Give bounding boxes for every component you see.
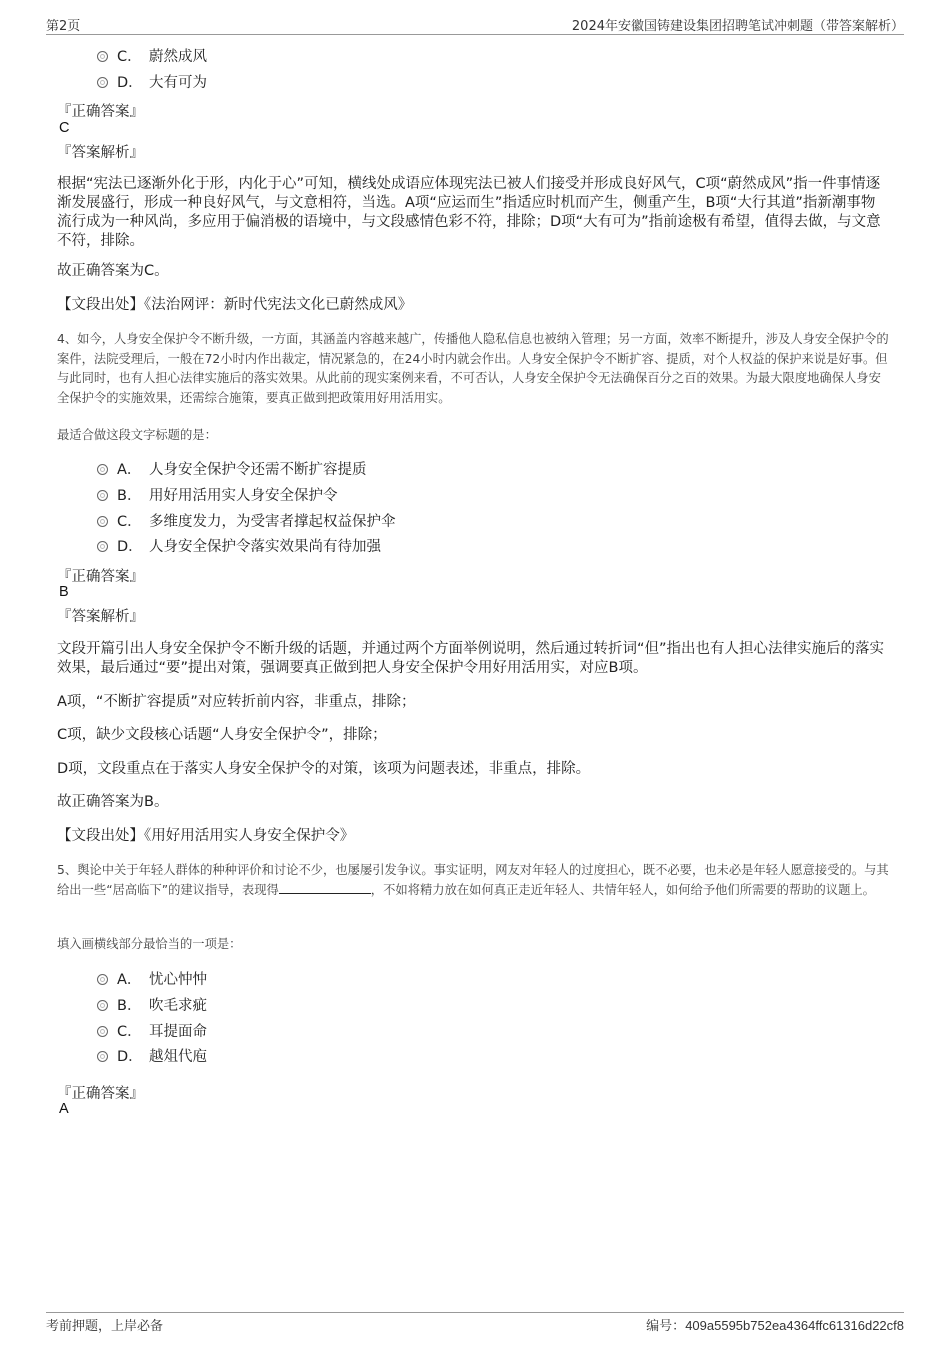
analysis-conclusion: 故正确答案为B。: [57, 794, 169, 810]
question-text: 4、如今，人身安全保护令不断升级，一方面，其涵盖内容越来越广，传播他人隐私信息也被纳入管理；另一方面，效率不断提升，涉及人身安全保护令的案件，法院受理后，一般在72小时内作出裁定，情况紧急的，在24小时内就会作出。人身安全保护令不断扩容、提质，对个人权益的保护来说是好事。但与此同时，也有人担心法律实施后的落实效果。从此前的现实案例来看，不可否认，人身安全保护令无法确保百分之百的效果。为最大限度地确保人身安全保护令的实施效果，还需综合施策，要真正做到把政策用好用活用实。: [57, 332, 889, 405]
option-d[interactable]: D． 大有可为: [97, 72, 207, 94]
option-c[interactable]: C． 蔚然成风: [97, 46, 207, 68]
radio-icon[interactable]: [97, 516, 108, 527]
analysis-item-d: D项，文段重点在于落实人身安全保护令的对策，该项为问题表述，非重点，排除。: [57, 761, 591, 777]
answer-label: 『正确答案』: [57, 569, 144, 585]
page-number: 第2页: [46, 19, 81, 34]
option-a[interactable]: A． 忧心忡忡: [97, 969, 207, 991]
analysis-item-a: A项，“不断扩容提质”对应转折前内容，非重点，排除；: [57, 694, 416, 710]
option-b[interactable]: B． 吹毛求疵: [97, 995, 207, 1017]
correct-answer: B: [59, 584, 69, 600]
option-d[interactable]: D． 越俎代庖: [97, 1046, 207, 1068]
correct-answer: C: [59, 120, 70, 136]
radio-icon[interactable]: [97, 1026, 108, 1037]
radio-icon[interactable]: [97, 1000, 108, 1011]
radio-icon[interactable]: [97, 490, 108, 501]
radio-icon[interactable]: [97, 974, 108, 985]
question-prompt: 填入画横线部分最恰当的一项是：: [57, 937, 242, 951]
analysis-conclusion: 故正确答案为C。: [57, 263, 169, 279]
source-citation: 【文段出处】《用好用活用实人身安全保护令》: [57, 828, 355, 844]
radio-icon[interactable]: [97, 464, 108, 475]
document-title: 2024年安徽国铸建设集团招聘笔试冲刺题（带答案解析）: [571, 19, 904, 34]
radio-icon[interactable]: [97, 51, 108, 62]
analysis-item-c: C项，缺少文段核心话题“人身安全保护令”，排除；: [57, 727, 387, 743]
answer-blank: [279, 881, 371, 894]
answer-label: 『正确答案』: [57, 104, 144, 120]
option-b[interactable]: B． 用好用活用实人身安全保护令: [97, 485, 338, 507]
radio-icon[interactable]: [97, 77, 108, 88]
option-c[interactable]: C． 多维度发力，为受害者撑起权益保护伞: [97, 511, 396, 533]
page-header: [46, 14, 904, 35]
document-code: 编号：409a5595b752ea4364ffc61316d22cf8: [646, 1318, 904, 1334]
option-d[interactable]: D． 人身安全保护令落实效果尚有待加强: [97, 536, 381, 558]
footer-slogan: 考前押题，上岸必备: [46, 1319, 164, 1334]
answer-label: 『正确答案』: [57, 1086, 144, 1102]
source-citation: 【文段出处】《法治网评：新时代宪法文化已蔚然成风》: [57, 297, 413, 313]
correct-answer: A: [59, 1101, 69, 1117]
radio-icon[interactable]: [97, 541, 108, 552]
analysis-label: 『答案解析』: [57, 609, 144, 625]
question-prompt: 最适合做这段文字标题的是：: [57, 428, 217, 442]
option-c[interactable]: C． 耳提面命: [97, 1021, 207, 1043]
question-text: 5、舆论中关于年轻人群体的种种评价和讨论不少，也屡屡引发争议。事实证明，网友对年轻人的过度担心，既不必要，也未必是年轻人愿意接受的。与其给出一些“居高临下”的建议指导，表现得 ，不如将精力放在如何真正走近年轻人、共情年轻人，如何给予他们所需要的帮助的议题上。: [57, 863, 889, 897]
analysis-paragraph: 根据“宪法已逐渐外化于形，内化于心”可知，横线处成语应体现宪法已被人们接受并形成良好风气，C项“蔚然成风”指一件事情逐渐发展盛行，形成一种良好风气，与文意相符，当选。A项“应运而生”指适应时机而产生，侧重产生，B项“大行其道”指新潮事物流行成为一种风尚，多应用于偏消极的语境中，与文段感情色彩不符，排除；D项“大有可为”指前途极有希望，值得去做，与文意不符，排除。: [57, 176, 881, 249]
option-a[interactable]: A． 人身安全保护令还需不断扩容提质: [97, 459, 367, 481]
radio-icon[interactable]: [97, 1051, 108, 1062]
analysis-paragraph: 文段开篇引出人身安全保护令不断升级的话题，并通过两个方面举例说明，然后通过转折词“但”指出也有人担心法律实施后的落实效果，最后通过“要”提出对策，强调要真正做到把人身安全保护令用好用活用实，对应B项。: [57, 641, 885, 676]
page-footer: [46, 1312, 904, 1337]
analysis-label: 『答案解析』: [57, 145, 144, 161]
